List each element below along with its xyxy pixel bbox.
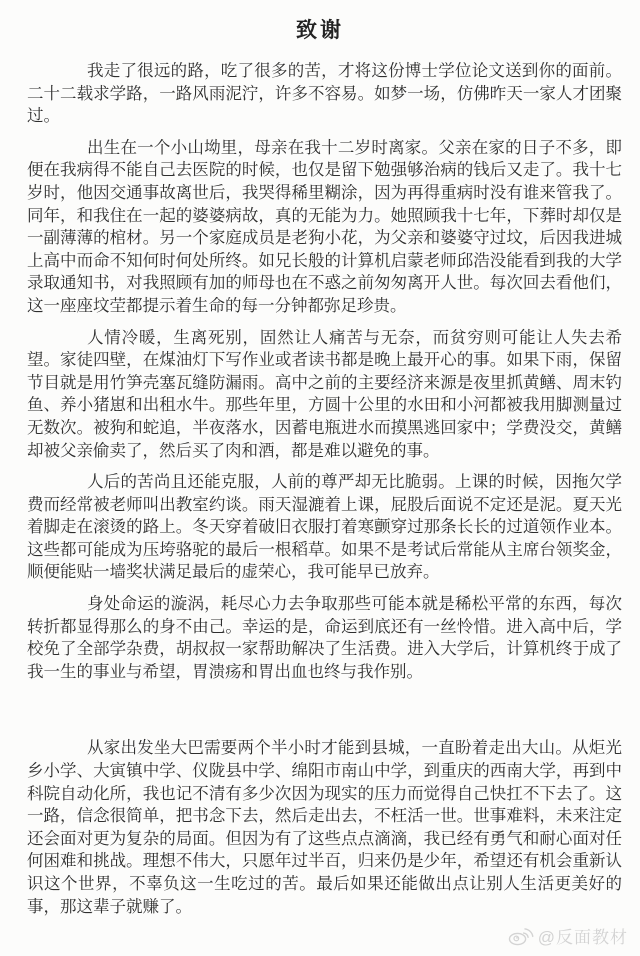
paragraph-2: 出生在一个小山坳里，母亲在我十二岁时离家。父亲在家的日子不多，即便在我病得不能自己去医院的时候，也仅是留下勉强够治病的钱后又走了。我十七岁时，他因交通事故离世后，我哭得稀里糊涂，因为再得重病时没有谁来管我了。同年，和我住在一起的婆婆病故，真的无能为力。她照顾我十七年，下葬时却仅是一副薄薄的棺材。另一个家庭成员是老狗小花，为父亲和婆婆守过坟，后因我进城上高中而命不知何时何处所终。如兄长般的计算机启蒙老师邱浩没能看到我的大学录取通知书，对我照顾有加的师母也在不惑之前匆匆离开人世。每次回去看他们，这一座座坟茔都提示着生命的每一分钟都弥足珍贵。 [27,137,622,315]
watermark-handle: @反面教材 [537,928,628,947]
paragraph-5: 身处命运的漩涡，耗尽心力去争取那些可能本就是稀松平常的东西，每次转折都显得那么的身不由己。幸运的是，命运到底还有一丝怜惜。进入高中后，学校免了全部学杂费，胡叔叔一家帮助解决了生活费。进入大学后，计算机终于成了我一生的事业与希望，胃溃疡和胃出血也终与我作别。 [27,594,622,681]
page-title: 致谢 [296,18,344,42]
weibo-icon [508,925,534,946]
paragraph-1: 我走了很远的路，吃了很多的苦，才将这份博士学位论文送到你的面前。二十二载求学路，一路风雨泥泞，许多不容易。如梦一场，仿佛昨天一家人才团聚过。 [27,61,622,126]
paragraph-4: 人后的苦尚且还能克服，人前的尊严却无比脆弱。上课的时候，因拖欠学费而经常被老师叫出教室约谈。雨天湿漉着上课，屁股后面说不定还是泥。夏天光着脚走在滚烫的路上。冬天穿着破旧衣服打着寒颤穿过那条长长的过道领作业本。这些都可能成为压垮骆驼的最后一根稻草。如果不是考试后常能从主席台领奖金，顺便能贴一墙奖状满足最后的虚荣心，我可能早已放弃。 [27,472,622,582]
paragraph-3: 人情冷暖，生离死别，固然让人痛苦与无奈，而贫穷则可能让人失去希望。家徒四壁，在煤油灯下写作业或者读书都是晚上最开心的事。如果下雨，保留节目就是用竹笋壳塞瓦缝防漏雨。高中之前的主要经济来源是夜里抓黄鳝、周末钓鱼、养小猪崽和出租水牛。那些年里，方圆十公里的水田和小河都被我用脚测量过无数次。被狗和蛇追，半夜落水，因蓄电瓶进水而摸黑逃回家中；学费没交，黄鳝却被父亲偷卖了，然后买了肉和酒，都是难以避免的事。 [27,327,622,460]
watermark [508,923,628,948]
paragraph-6: 从家出发坐大巴需要两个半小时才能到县城，一直盼着走出大山。从炬光乡小学、大寅镇中学、仪陇县中学、绵阳市南山中学，到重庆的西南大学，再到中科院自动化所，我也记不清有多少次因为现实的压力而觉得自己快扛不下去了。这一路，信念很简单，把书念下去，然后走出去，不枉活一世。世事难料，未来注定还会面对更为复杂的局面。但因为有了这些点点滴滴，我已经有勇气和耐心面对任何困难和挑战。理想不伟大，只愿年过半百，归来仍是少年，希望还有机会重新认识这个世界，不辜负这一生吃过的苦。最后如果还能做出点让别人生活更美好的事，那这辈子就赚了。 [27,738,622,916]
